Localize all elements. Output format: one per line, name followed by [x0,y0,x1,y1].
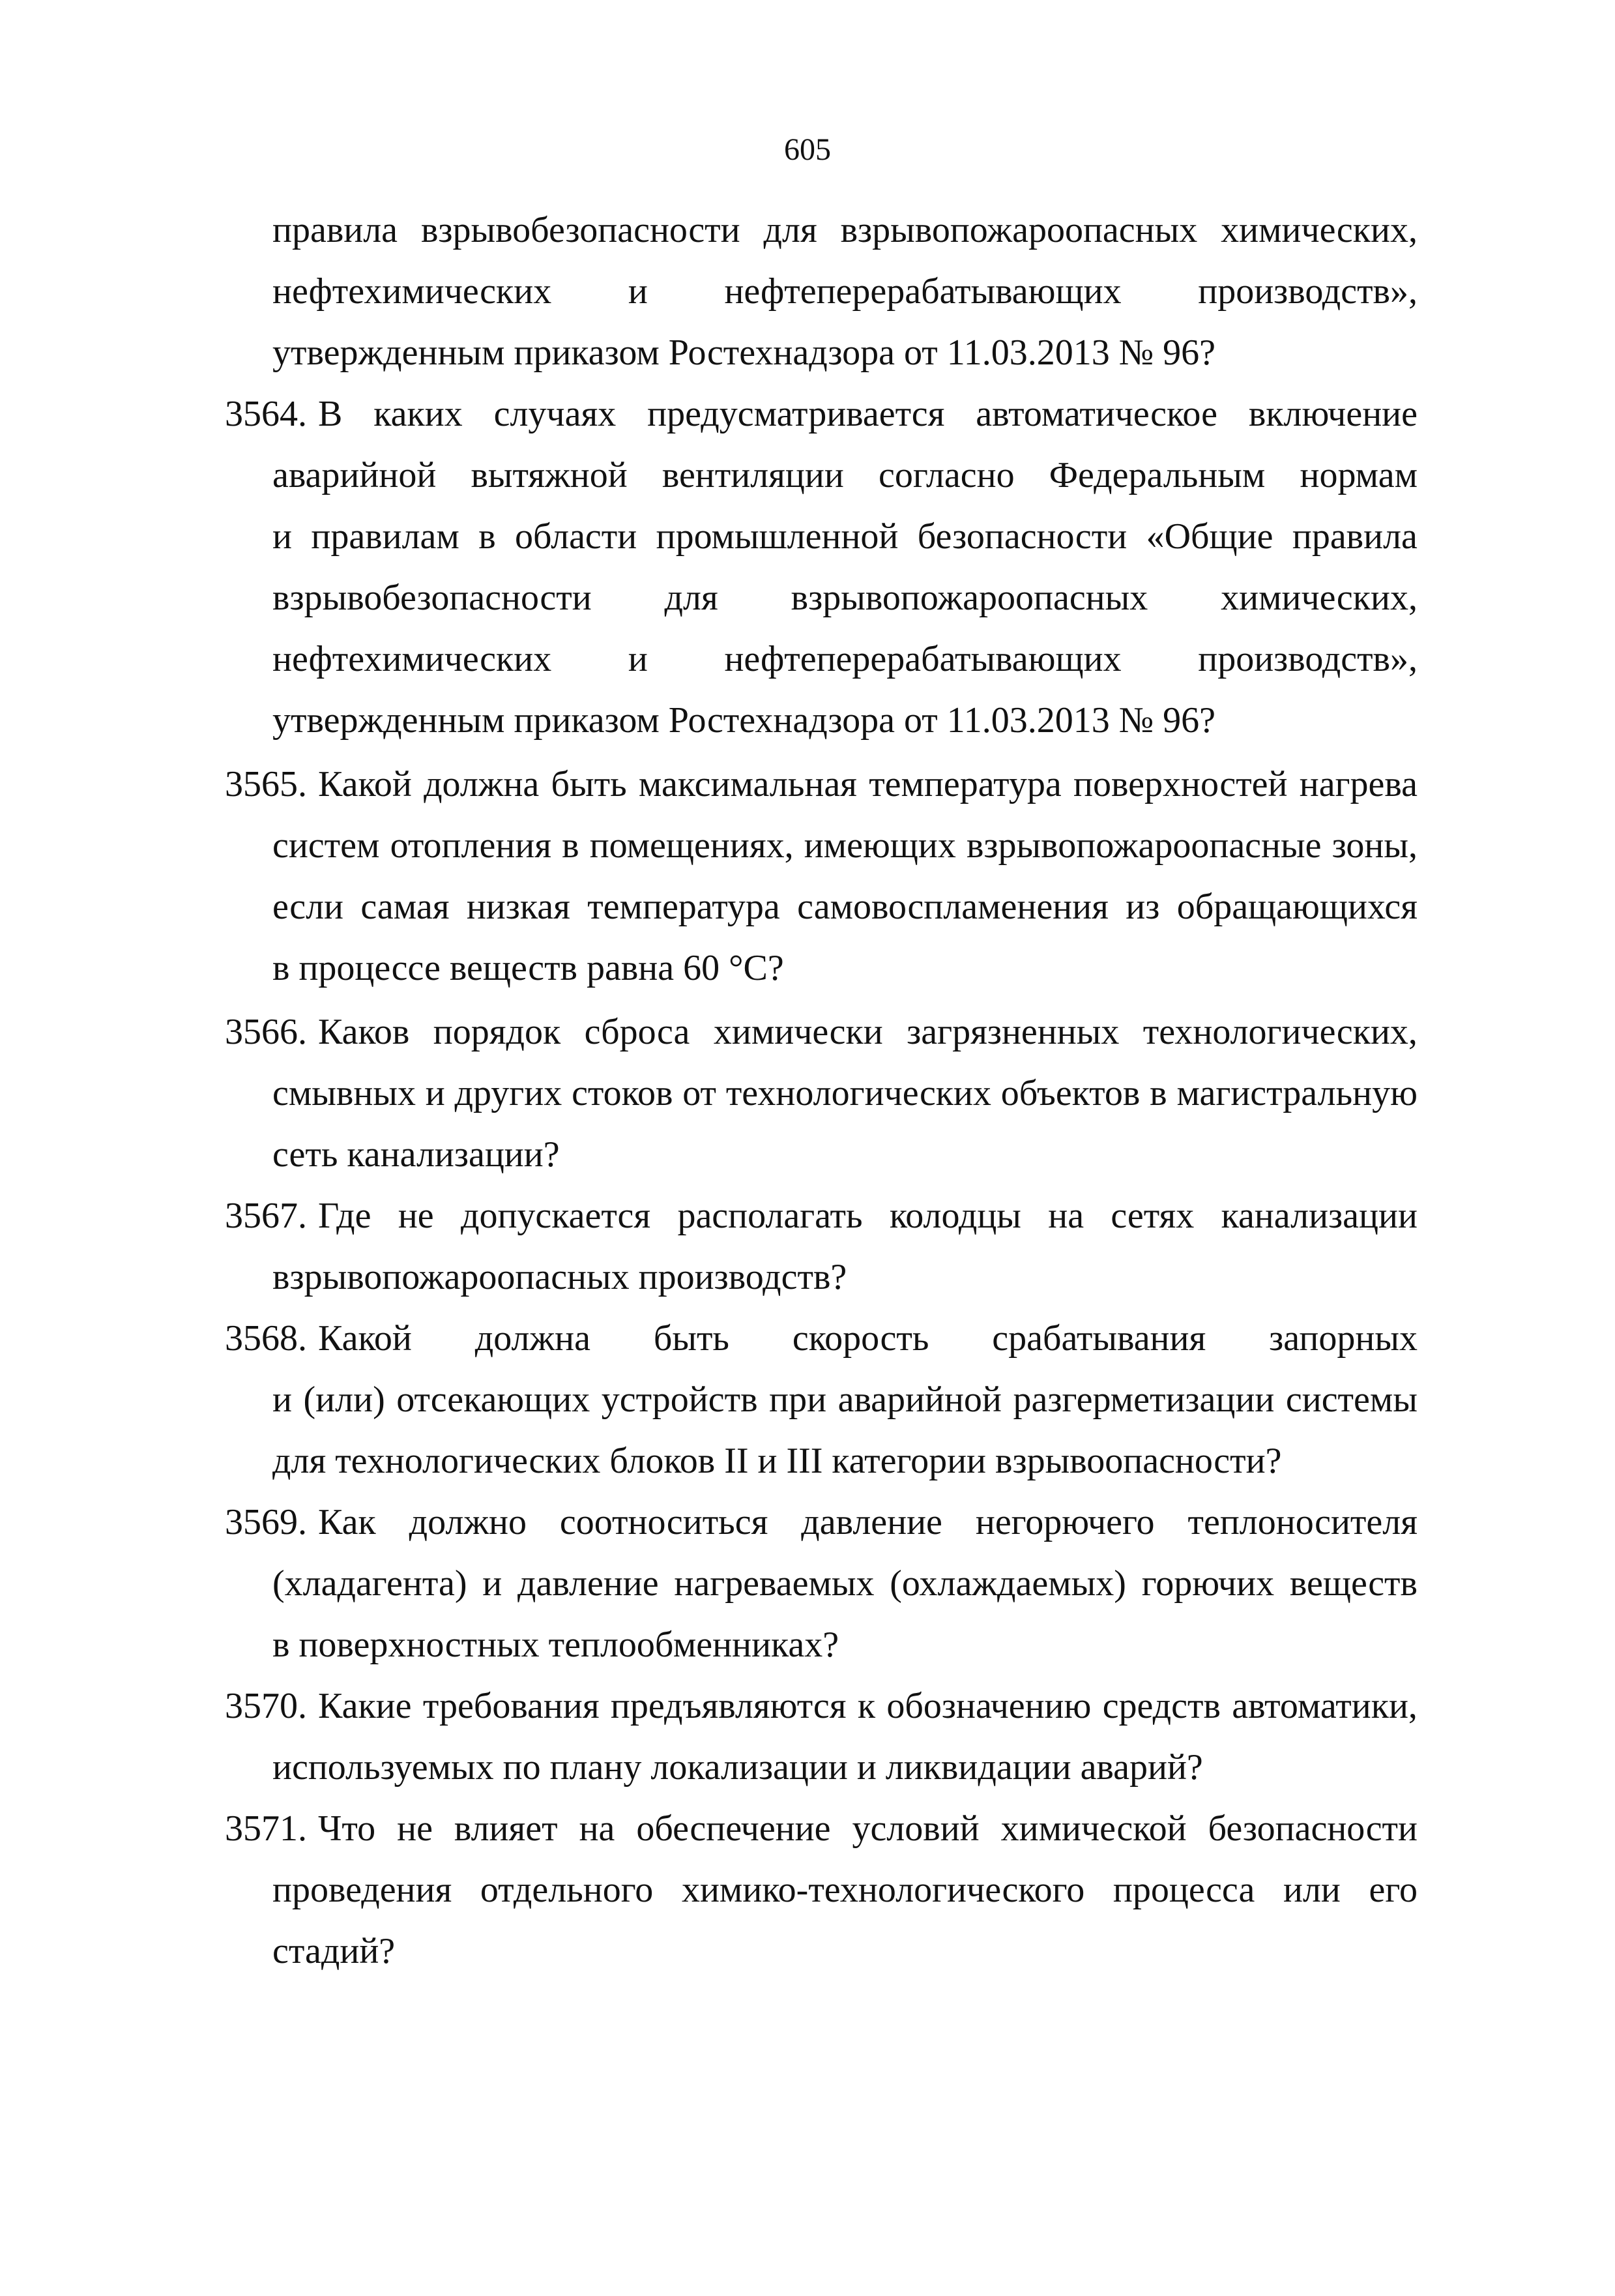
word: обеспечение [636,1808,831,1849]
word: в [478,516,496,557]
word: В [318,394,343,434]
word: допускается [460,1196,651,1236]
word: температура [587,887,780,927]
word: магистральную [1176,1073,1418,1113]
text-line [272,575,1418,621]
word: давление [517,1563,659,1604]
word: не [398,1196,434,1236]
question-number: 3571. [225,1808,307,1849]
word: в [562,825,579,866]
text-line [272,698,1418,743]
word: давление [801,1502,942,1542]
word: (хладагента) [272,1563,467,1604]
text-line [272,1928,1418,1974]
text-line [318,761,1418,807]
word: если [272,887,344,927]
text-line [318,1499,1418,1545]
word: (или) [303,1379,385,1420]
text-line [318,1193,1418,1239]
word: должно [409,1502,527,1542]
word: температура [869,764,1062,804]
word: зоны, [1331,825,1418,866]
word: вытяжной [471,455,628,495]
word: при [769,1379,827,1420]
text-line [272,884,1418,930]
word: и [425,1073,445,1113]
word: взрывобезопасности [272,578,592,618]
text-run: взрывопожароопасных производств? [272,1257,847,1297]
word: его [1369,1870,1418,1910]
word: имеющих [804,825,956,866]
word: Федеральным [1049,455,1266,495]
word: запорных [1269,1318,1418,1359]
word: производств», [1198,271,1418,312]
text-line [272,1070,1418,1116]
word: теплоносителя [1187,1502,1418,1542]
text-line [272,945,1418,991]
word: устройств [601,1379,758,1420]
word: быть [551,764,627,804]
text-run: в процессе веществ равна 60 °С? [272,948,784,988]
word: условий [852,1808,980,1849]
word: технологических [725,1073,991,1113]
word: предусматривается [647,394,945,434]
word: систем [272,825,380,866]
word: обращающихся [1176,887,1418,927]
word: (охлаждаемых) [890,1563,1126,1604]
word: от [682,1073,717,1113]
word: и [482,1563,502,1604]
word: Что [318,1808,376,1849]
text-line [272,1561,1418,1606]
word: Где [318,1196,371,1236]
word: безопасности [1208,1808,1418,1849]
text-line [318,391,1418,437]
text-line [272,1132,1418,1177]
word: на [579,1808,615,1849]
question-number: 3568. [225,1318,307,1359]
text-line [272,514,1418,559]
word: влияет [454,1808,558,1849]
word: автоматическое [976,394,1217,434]
text-run: утвержденным приказом Ростехнадзора от 11.03.2013 № 96? [272,332,1215,373]
word: должна [474,1318,590,1359]
word: на [1048,1196,1084,1236]
word: и [628,271,648,312]
text-line [318,1009,1418,1055]
word: негорючего [975,1502,1155,1542]
word: самовоспламенения [797,887,1109,927]
word: каких [373,394,463,434]
word: канализации [1221,1196,1418,1236]
word: взрывопожароопасные [966,825,1322,866]
word: веществ [1289,1563,1418,1604]
text-line [272,269,1418,314]
word: горючих [1141,1563,1275,1604]
word: промышленной [656,516,899,557]
question-number: 3569. [225,1502,307,1542]
word: не [397,1808,433,1849]
word: Каков [318,1012,410,1052]
word: должна [424,764,540,804]
text-line [318,1316,1418,1361]
text-line [272,452,1418,498]
word: правила [272,210,398,250]
word: правила [1292,516,1418,557]
text-line [318,1683,1418,1729]
word: помещениях, [589,825,794,866]
word: других [454,1073,562,1113]
text-line [318,1806,1418,1851]
question-number: 3567. [225,1196,307,1236]
word: химически [713,1012,883,1052]
text-line [272,1622,1418,1668]
question-number: 3566. [225,1012,307,1052]
word: поверхностей [1073,764,1288,804]
word: химических, [1221,578,1418,618]
word: вентиляции [662,455,844,495]
text-line [272,330,1418,375]
word: нефтехимических [272,271,552,312]
word: «Общие [1146,516,1273,557]
word: самая [360,887,450,927]
word: нефтеперерабатывающих [724,639,1122,679]
word: системы [1285,1379,1418,1420]
word: нагрева [1299,764,1418,804]
word: скорость [792,1318,929,1359]
word: Какой [318,764,412,804]
word: Какой [318,1318,412,1359]
text-line [272,1254,1418,1300]
word: срабатывания [992,1318,1206,1359]
word: для [763,210,817,250]
word: соотноситься [559,1502,768,1542]
word: быть [653,1318,729,1359]
word: нефтехимических [272,639,552,679]
question-number: 3570. [225,1686,307,1726]
text-run: стадий? [272,1931,396,1971]
word: Какие [318,1686,412,1726]
word: отопления [390,825,552,866]
word: для [664,578,718,618]
word: взрывобезопасности [420,210,740,250]
word: объектов [1000,1073,1141,1113]
word: смывных [272,1073,416,1113]
word: и [628,639,648,679]
word: нефтеперерабатывающих [724,271,1122,312]
text-line [272,1438,1418,1484]
word: нагреваемых [674,1563,875,1604]
word: нормам [1300,455,1418,495]
word: безопасности [917,516,1128,557]
text-run: используемых по плану локализации и ликвидации аварий? [272,1747,1203,1788]
word: взрывопожароопасных [791,578,1148,618]
word: порядок [433,1012,561,1052]
word: технологических, [1142,1012,1418,1052]
text-line [272,1377,1418,1422]
text-run: для технологических блоков II и III категории взрывоопасности? [272,1441,1282,1481]
word: сброса [584,1012,690,1052]
word: химических, [1221,210,1418,250]
text-line [272,823,1418,868]
word: загрязненных [907,1012,1120,1052]
question-number: 3564. [225,394,307,434]
page-number: 605 [784,132,831,167]
word: правилам [311,516,459,557]
word: низкая [466,887,570,927]
word: химико-технологического [681,1870,1085,1910]
word: процесса [1113,1870,1255,1910]
word: в [1150,1073,1167,1113]
word: из [1126,887,1160,927]
word: отсекающих [396,1379,590,1420]
word: сетях [1111,1196,1195,1236]
word: аварийной [837,1379,1002,1420]
text-run: в поверхностных теплообменниках? [272,1625,839,1665]
word: аварийной [272,455,437,495]
word: максимальная [638,764,857,804]
word: обозначению [886,1686,1092,1726]
word: согласно [879,455,1015,495]
word: и [272,1379,292,1420]
word: Как [318,1502,376,1542]
word: к [857,1686,876,1726]
word: случаях [493,394,617,434]
word: разгерметизации [1013,1379,1275,1420]
word: области [515,516,637,557]
text-line [272,1744,1418,1790]
word: и [272,516,292,557]
word: отдельного [480,1870,654,1910]
word: предъявляются [610,1686,847,1726]
word: требования [422,1686,600,1726]
word: колодцы [889,1196,1021,1236]
word: проведения [272,1870,452,1910]
text-run: утвержденным приказом Ростехнадзора от 11.03.2013 № 96? [272,700,1215,741]
word: взрывопожароопасных [840,210,1198,250]
text-run: сеть канализации? [272,1134,560,1175]
word: автоматики, [1232,1686,1418,1726]
word: производств», [1198,639,1418,679]
text-line [272,636,1418,682]
word: включение [1248,394,1418,434]
word: химической [1000,1808,1187,1849]
text-line [272,1867,1418,1913]
question-number: 3565. [225,764,307,804]
word: или [1283,1870,1341,1910]
text-line [272,207,1418,253]
word: стоков [572,1073,673,1113]
word: средств [1102,1686,1221,1726]
word: располагать [677,1196,863,1236]
